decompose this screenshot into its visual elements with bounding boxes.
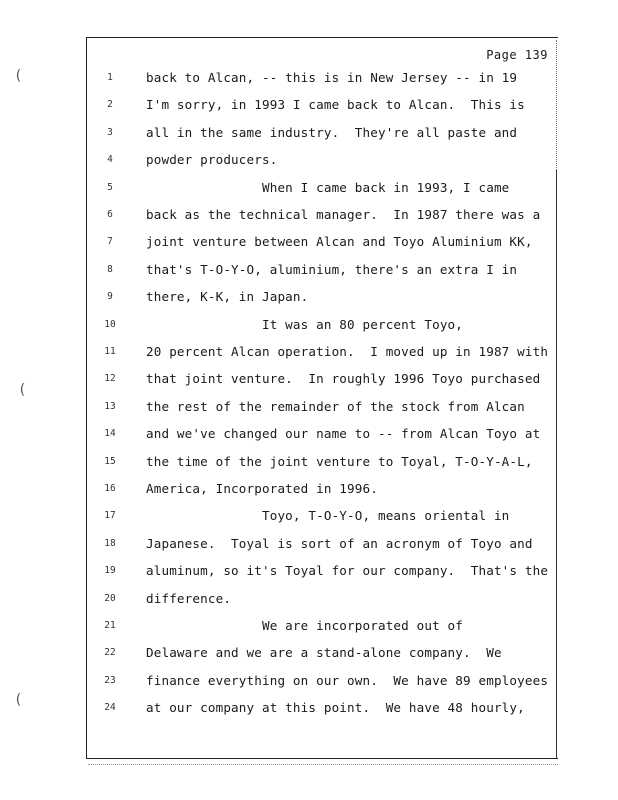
transcript-line [86,479,558,499]
line-text: finance everything on our own. We have 89 employees [146,672,549,688]
line-text: When I came back in 1993, I came [146,179,510,195]
line-text: the rest of the remainder of the stock from Alcan [146,398,525,414]
transcript-line [86,671,558,691]
transcript-line [86,452,558,472]
line-number: 3 [107,126,113,138]
transcript-line [86,424,558,444]
line-number: 2 [107,99,113,111]
line-text: at our company at this point. We have 48 hourly, [146,700,525,716]
line-text: We are incorporated out of [146,618,464,633]
line-number: 5 [107,181,113,193]
line-number: 9 [107,291,113,303]
transcript-line [86,561,558,581]
margin-scan-mark: ( [14,692,23,708]
line-text: that joint venture. In roughly 1996 Toyo purchased [146,371,541,387]
scan-noise-bottom [88,760,558,765]
line-text: 20 percent Alcan operation. I moved up in 1987 with [146,344,549,359]
line-number: 21 [104,620,116,631]
line-text: powder producers. [146,152,278,168]
transcript-line [86,178,558,198]
line-number: 4 [107,154,113,166]
transcript-line [86,397,558,417]
line-number: 11 [104,346,116,357]
line-number: 6 [107,209,113,220]
line-number: 8 [107,263,113,275]
line-text: all in the same industry. They're all paste and [146,124,518,140]
page-number-header: Page 139 [486,48,548,62]
line-number: 14 [104,428,116,440]
transcript-line [86,232,558,252]
line-text: Toyo, T-O-Y-O, means oriental in [146,508,510,524]
transcript-line [86,315,558,335]
line-text: the time of the joint venture to Toyal, T-O-Y-A-L, [146,453,533,469]
transcript-line [86,123,558,143]
transcript-line [86,698,558,718]
line-number: 10 [104,318,116,330]
transcript-line [86,287,558,307]
transcript-line [86,589,558,609]
transcript-line [86,369,558,389]
line-text: and we've changed our name to -- from Alcan Toyo at [146,426,541,442]
line-number: 7 [107,236,113,248]
transcript-line [86,260,558,280]
margin-scan-mark: ( [18,382,27,398]
transcript-line [86,205,558,225]
line-text: joint venture between Alcan and Toyo Aluminium KK, [146,234,533,250]
line-text: back as the technical manager. In 1987 there was a [146,207,541,222]
line-text: aluminum, so it's Toyal for our company. That's the [146,563,549,579]
line-number: 24 [104,702,116,714]
line-number: 19 [104,565,116,577]
line-text: Delaware and we are a stand-alone company. We [146,645,502,661]
line-text: I'm sorry, in 1993 I came back to Alcan. This is [146,97,525,113]
line-text: difference. [146,590,232,606]
line-number: 16 [104,483,116,494]
line-number: 17 [104,510,116,522]
line-number: 22 [104,647,116,659]
line-number: 15 [104,455,116,467]
line-text: that's T-O-Y-O, aluminium, there's an extra I in [146,261,518,277]
transcript-line [86,534,558,554]
line-number: 18 [104,537,116,549]
line-number: 12 [104,373,116,385]
line-text: there, K-K, in Japan. [146,289,309,305]
transcript-line [86,68,558,88]
line-number: 23 [104,674,116,686]
page-border-top [86,37,558,38]
transcript-line [86,506,558,526]
margin-scan-mark: ( [14,68,23,84]
transcript-line [86,342,558,362]
line-number: 20 [104,592,116,604]
line-text: Japanese. Toyal is sort of an acronym of Toyo and [146,535,533,551]
transcript-line [86,95,558,115]
transcript-line [86,616,558,636]
transcript-line [86,150,558,170]
line-text: back to Alcan, -- this is in New Jersey -- in 19 [146,70,518,85]
page-border-bottom [86,758,558,759]
line-text: It was an 80 percent Toyo, [146,316,464,332]
line-text: America, Incorporated in 1996. [146,481,378,496]
transcript-line [86,643,558,663]
line-number: 1 [107,72,113,83]
line-number: 13 [104,400,116,412]
